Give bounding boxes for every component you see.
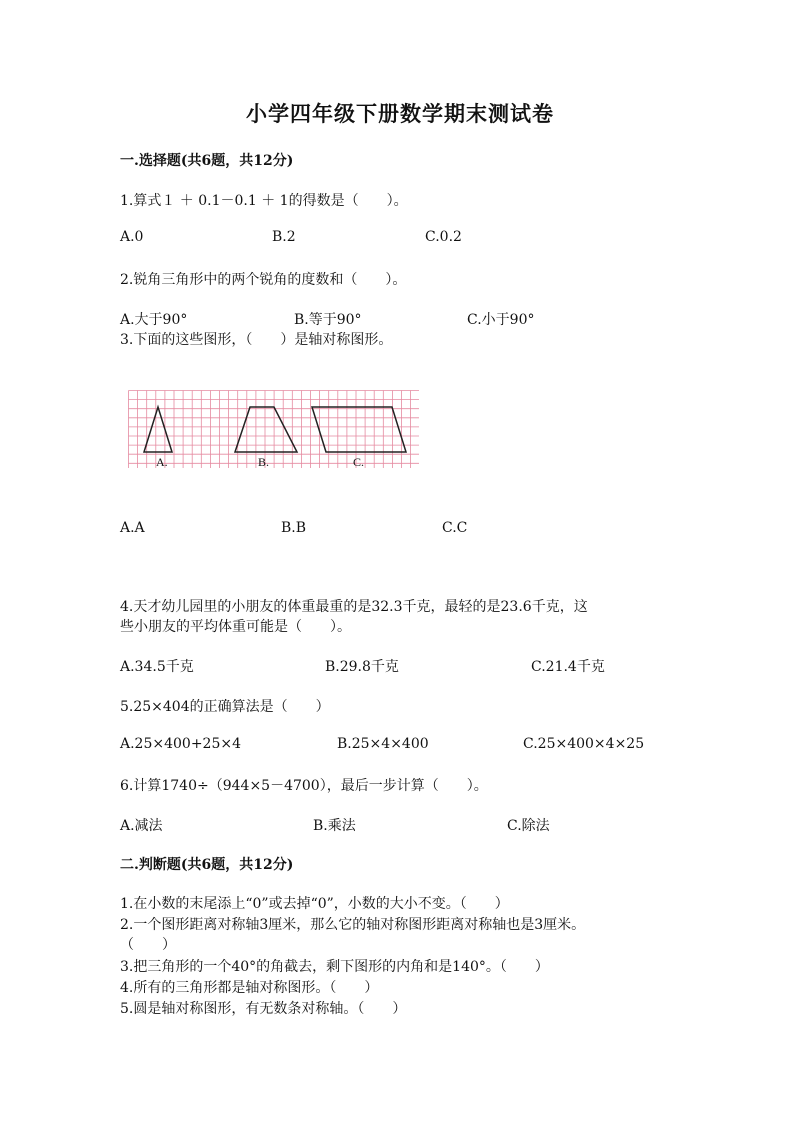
q3-option-a: A.A [120, 520, 145, 536]
question-6: 6.计算1740÷（944×5－4700），最后一步计算（ ）。 [120, 778, 488, 794]
q6-option-b: B.乘法 [313, 818, 356, 834]
section-heading-judgment: 二.判断题(共6题，共12分) [120, 857, 294, 873]
judgment-item-3: 3.把三角形的一个40°的角截去，剩下图形的内角和是140°。（ ） [120, 959, 549, 975]
q6-option-c: C.除法 [507, 818, 550, 834]
question-5: 5.25×404的正确算法是（ ） [120, 699, 330, 715]
q4-option-c: C.21.4千克 [531, 659, 605, 675]
q4-option-a: A.34.5千克 [120, 659, 194, 675]
question-3: 3.下面的这些图形，（ ）是轴对称图形。 [120, 332, 393, 348]
q4-option-b: B.29.8千克 [325, 659, 399, 675]
q1-option-b: B.2 [272, 229, 296, 245]
judgment-item-1: 1.在小数的末尾添上“0”或去掉“0”，小数的大小不变。（ ） [120, 896, 509, 912]
page-title: 小学四年级下册数学期末测试卷 [246, 101, 554, 126]
q1-option-a: A.0 [120, 229, 144, 245]
shapes-grid-figure [128, 390, 420, 470]
q2-option-a: A.大于90° [120, 312, 188, 328]
q5-option-b: B.25×4×400 [337, 736, 429, 752]
figure-label-b: B. [258, 455, 270, 469]
figure-label-c: C. [353, 455, 365, 469]
question-1: 1.算式１ ＋ 0.1－0.1 ＋ 1的得数是（ ）。 [120, 193, 408, 209]
figure-label-a: A. [156, 455, 168, 469]
q3-option-c: C.C [442, 520, 468, 536]
q2-option-b: B.等于90° [294, 312, 362, 328]
section-heading-choice: 一.选择题(共6题，共12分) [120, 153, 294, 169]
judgment-item-2-answer: （ ） [120, 937, 176, 953]
judgment-item-2: 2.一个图形距离对称轴3厘米，那么它的轴对称图形距离对称轴也是3厘米。 [120, 917, 586, 933]
q5-option-a: A.25×400+25×4 [120, 736, 242, 752]
grid-svg [128, 390, 420, 470]
grid-lines [129, 391, 420, 469]
q5-option-c: C.25×400×4×25 [523, 736, 645, 752]
question-2: 2.锐角三角形中的两个锐角的度数和（ ）。 [120, 272, 407, 288]
q1-option-c: C.0.2 [425, 229, 462, 245]
judgment-item-5: 5.圆是轴对称图形，有无数条对称轴。（ ） [120, 1001, 407, 1017]
q2-option-c: C.小于90° [467, 312, 535, 328]
q3-option-b: B.B [281, 520, 307, 536]
q6-option-a: A.减法 [120, 818, 163, 834]
question-4-line1: 4.天才幼儿园里的小朋友的体重最重的是32.3千克，最轻的是23.6千克，这 [120, 599, 588, 615]
judgment-item-4: 4.所有的三角形都是轴对称图形。（ ） [120, 980, 379, 996]
question-4-line2: 些小朋友的平均体重可能是（ ）。 [120, 619, 351, 635]
